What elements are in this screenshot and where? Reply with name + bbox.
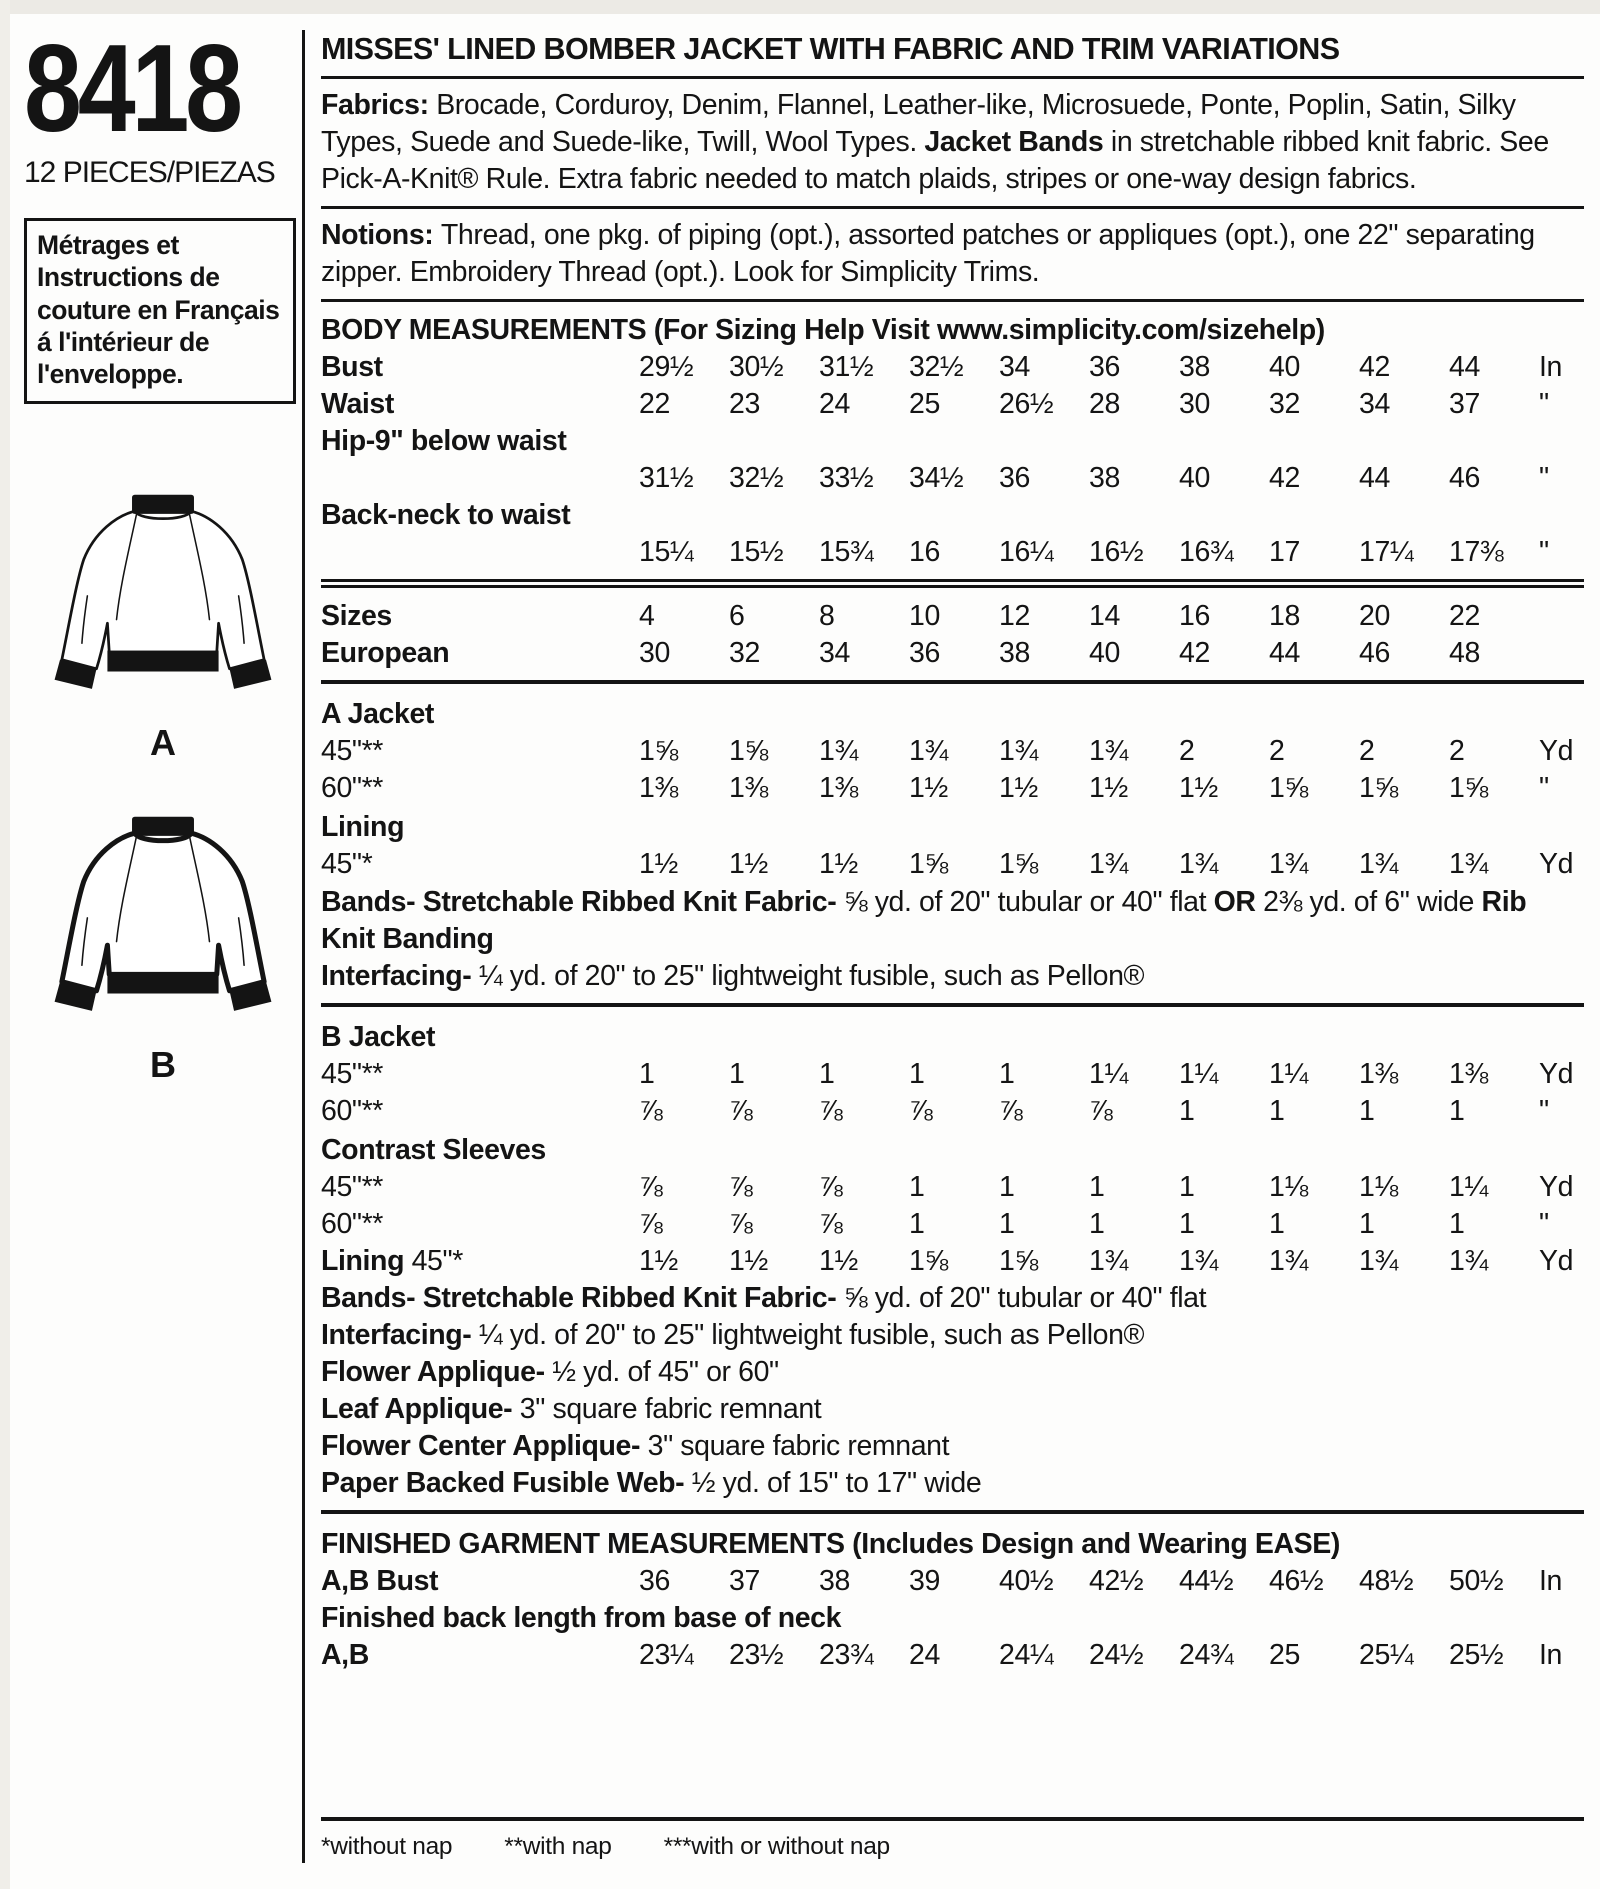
measurement-value: 1 <box>909 1170 925 1203</box>
measurement-value: 1 <box>1269 1094 1285 1127</box>
row-values <box>321 1056 1584 1093</box>
unit-label: " <box>1539 536 1549 569</box>
measurement-value: 40 <box>1179 462 1210 495</box>
yardage-row <box>321 1206 1584 1243</box>
measurement-value: 48½ <box>1359 1565 1414 1598</box>
measurement-value: 15½ <box>729 536 784 569</box>
row-values <box>321 770 1584 807</box>
measurement-value: 1⅝ <box>1449 772 1488 805</box>
measurement-value: 34 <box>999 350 1030 383</box>
measurement-value: 1¾ <box>1269 848 1308 881</box>
row-label: 60"** <box>321 1207 383 1240</box>
yardage-row <box>321 1243 1584 1280</box>
text-run: 3" square fabric remnant <box>519 1393 822 1426</box>
text-run: in stretchable ribbed knit fabric. See Pick-A-Knit® Rule. Extra fabric needed to match plaids, stripes or one-way design fabrics. <box>321 125 1549 195</box>
measurement-value: 2 <box>1179 735 1195 768</box>
measurement-row <box>321 1600 1584 1637</box>
footnote-without-nap: *without nap <box>321 1833 453 1861</box>
row-label: 45"** <box>321 1170 383 1203</box>
finished-measurements-heading: FINISHED GARMENT MEASUREMENTS (Includes Design and Wearing EASE) <box>321 1528 1340 1561</box>
measurement-value: 22 <box>639 387 670 420</box>
yardage-row <box>321 1093 1584 1130</box>
interfacing-note <box>321 1317 1584 1354</box>
measurement-row <box>321 497 1584 571</box>
measurement-value: 1 <box>1449 1094 1465 1127</box>
measurement-value: ⅞ <box>729 1170 753 1203</box>
jacket-a-lining-heading: Lining <box>321 811 405 844</box>
measurement-value: ⅞ <box>819 1094 843 1127</box>
unit-label: Yd <box>1539 1057 1574 1090</box>
measurement-value: 1¼ <box>1269 1057 1308 1090</box>
text-run: OR <box>1213 885 1256 918</box>
measurement-value: 15¾ <box>819 536 874 569</box>
notions-paragraph <box>321 217 1584 291</box>
measurement-value: 36 <box>999 462 1030 495</box>
measurement-value: 34 <box>819 637 850 670</box>
measurement-value: 1⅝ <box>999 1244 1038 1277</box>
french-note-box: Métrages et Instructions de couture en Français á l'intérieur de l'enveloppe. <box>24 218 296 404</box>
measurement-value: 24¼ <box>999 1639 1054 1672</box>
text-run: Flower Applique- <box>321 1356 553 1389</box>
measurement-value: 1 <box>1089 1170 1105 1203</box>
measurement-value: 1¾ <box>1449 1244 1488 1277</box>
rule <box>321 299 1584 302</box>
row-values <box>321 349 1584 386</box>
measurement-value: 22 <box>1449 600 1480 633</box>
measurement-value: ⅞ <box>729 1094 753 1127</box>
measurement-value: 26½ <box>999 387 1054 420</box>
measurement-value: 32½ <box>729 462 784 495</box>
measurement-value: ⅞ <box>639 1170 663 1203</box>
measurement-value: 31½ <box>639 462 694 495</box>
measurement-value: 1¾ <box>1179 848 1218 881</box>
sizes-row <box>321 635 1584 672</box>
text-run: Bands- Stretchable Ribbed Knit Fabric- <box>321 1282 844 1314</box>
measurement-value: 23½ <box>729 1639 784 1672</box>
row-label-bold-part: Lining <box>321 1244 405 1277</box>
measurement-value: 1 <box>999 1207 1015 1240</box>
text-run: Thread, one pkg. of piping (opt.), assorted patches or appliques (opt.), one 22" separating zipper. Embroidery Thread (opt.). Look for Simplicity Trims. <box>321 218 1535 288</box>
fusible-web-note <box>321 1465 1584 1502</box>
scan-edge-left <box>0 0 10 1889</box>
view-b-figure <box>24 812 302 1086</box>
measurement-value: 1¾ <box>1359 1244 1398 1277</box>
row-label: European <box>321 637 450 670</box>
row-values <box>321 1093 1584 1130</box>
text-run: Bands- Stretchable Ribbed Knit Fabric- <box>321 885 844 918</box>
measurement-value: 16 <box>1179 600 1210 633</box>
measurement-value: 1 <box>639 1057 655 1090</box>
jacket-b-heading: B Jacket <box>321 1020 436 1053</box>
rule <box>321 1003 1584 1007</box>
row-label: 45"** <box>321 1057 383 1090</box>
jacket-a-heading: A Jacket <box>321 698 434 731</box>
measurement-value: 1 <box>1269 1207 1285 1240</box>
measurement-value: 1⅝ <box>909 1244 948 1277</box>
measurement-value: 10 <box>909 600 940 633</box>
contrast-sleeves-heading: Contrast Sleeves <box>321 1133 546 1166</box>
text-run: Brocade, Corduroy, Denim, Flannel, Leather-like, Microsuede, Ponte, Poplin, Satin, Silky Types, Suede and Suede-like, Twill, Wool Types. <box>321 88 1516 158</box>
measurement-value: 25 <box>1269 1639 1300 1672</box>
measurement-value: 20 <box>1359 600 1390 633</box>
measurement-value: 1½ <box>729 848 768 881</box>
row-label: 60"** <box>321 772 383 805</box>
measurement-value: 2 <box>1449 735 1465 768</box>
measurement-value: 39 <box>909 1565 940 1598</box>
yardage-row <box>321 1169 1584 1206</box>
measurement-value: 1½ <box>1179 772 1218 805</box>
measurement-value: 1¾ <box>819 735 858 768</box>
measurement-value: 16¼ <box>999 536 1054 569</box>
row-label: 45"* <box>321 848 373 881</box>
measurement-value: ⅞ <box>639 1094 663 1127</box>
rule <box>321 1817 1584 1821</box>
measurement-value: 36 <box>639 1565 670 1598</box>
row-values <box>321 1169 1584 1206</box>
measurement-value: 32 <box>1269 387 1300 420</box>
measurement-value: 14 <box>1089 600 1120 633</box>
unit-label: In <box>1539 1639 1562 1672</box>
measurement-value: 40 <box>1269 350 1300 383</box>
text-run: ¼ yd. of 20" to 25" lightweight fusible, such as Pellon® <box>478 959 1145 992</box>
row-values <box>321 1637 1584 1674</box>
measurement-value: 1⅝ <box>1269 772 1308 805</box>
row-label: Back-neck to waist <box>321 499 571 532</box>
text-run: Rib Knit Banding <box>321 885 1527 955</box>
jacket-b-illustration <box>40 812 286 1042</box>
jacket-a-illustration <box>40 490 286 720</box>
measurement-value: 1 <box>1179 1207 1195 1240</box>
unit-label: Yd <box>1539 1170 1574 1203</box>
left-panel <box>24 20 302 1863</box>
row-values <box>321 1243 1584 1280</box>
measurement-value: 44½ <box>1179 1565 1234 1598</box>
measurement-value: 24 <box>819 387 850 420</box>
measurement-value: 42 <box>1179 637 1210 670</box>
measurement-value: 24½ <box>1089 1639 1144 1672</box>
yardage-row <box>321 846 1584 883</box>
measurement-value: 1¾ <box>1089 1244 1128 1277</box>
measurement-value: 1 <box>729 1057 745 1090</box>
measurement-value: 40 <box>1089 637 1120 670</box>
measurement-value: ⅞ <box>999 1094 1023 1127</box>
row-label: A,B <box>321 1639 369 1672</box>
unit-label: In <box>1539 1565 1562 1598</box>
measurement-value: 1¼ <box>1449 1170 1488 1203</box>
text-run: ⅝ yd. of 20" tubular or 40" flat <box>843 1282 1207 1314</box>
text-run: Interfacing- <box>321 959 479 992</box>
measurement-value: 36 <box>909 637 940 670</box>
measurement-value: ⅞ <box>909 1094 933 1127</box>
text-run: ¼ yd. of 20" to 25" lightweight fusible, such as Pellon® <box>478 1319 1145 1352</box>
measurement-value: 31½ <box>819 350 874 383</box>
text-run: Fabrics: <box>321 88 437 121</box>
measurement-value: 23¼ <box>639 1639 694 1672</box>
measurement-value: 1¾ <box>999 735 1038 768</box>
measurement-row <box>321 1563 1584 1600</box>
measurement-value: 18 <box>1269 600 1300 633</box>
measurement-value: 1¾ <box>1449 848 1488 881</box>
measurement-value: 1¾ <box>1179 1244 1218 1277</box>
measurement-value: 1⅜ <box>819 772 858 805</box>
measurement-value: 24¾ <box>1179 1639 1234 1672</box>
measurement-value: 1⅜ <box>729 772 768 805</box>
unit-label: In <box>1539 350 1562 383</box>
row-label: Hip-9" below waist <box>321 425 567 458</box>
measurement-value: 23 <box>729 387 760 420</box>
measurement-value: 44 <box>1449 350 1480 383</box>
row-values <box>321 1206 1584 1243</box>
measurement-value: 36 <box>1089 350 1120 383</box>
measurement-value: 34 <box>1359 387 1390 420</box>
unit-label: Yd <box>1539 1244 1574 1277</box>
measurement-value: 1½ <box>819 1244 858 1277</box>
measurement-value: 16 <box>909 536 940 569</box>
measurement-value: 38 <box>819 1565 850 1598</box>
measurement-value: 1⅝ <box>729 735 768 768</box>
measurement-value: 1⅝ <box>639 735 678 768</box>
row-label: 60"** <box>321 1094 383 1127</box>
unit-label: " <box>1539 1094 1549 1127</box>
measurement-value: 1 <box>1179 1170 1195 1203</box>
details-panel <box>305 30 1584 1863</box>
measurement-value: 12 <box>999 600 1030 633</box>
row-label: 45"** <box>321 735 383 768</box>
unit-label: Yd <box>1539 735 1574 768</box>
measurement-value: 30 <box>639 637 670 670</box>
measurement-value: 1⅝ <box>1359 772 1398 805</box>
text-run: 2⅜ yd. of 6" wide <box>1255 885 1482 918</box>
measurement-value: 24 <box>909 1639 940 1672</box>
page-title: MISSES' LINED BOMBER JACKET WITH FABRIC AND TRIM VARIATIONS <box>321 32 1340 66</box>
text-run: ½ yd. of 45" or 60" <box>552 1356 779 1389</box>
footnote-with-or-without-nap: ***with or without nap <box>663 1833 890 1861</box>
measurement-value: 15¼ <box>639 536 694 569</box>
measurement-value: 1 <box>909 1057 925 1090</box>
measurement-value: 42 <box>1359 350 1390 383</box>
row-values <box>321 460 1584 497</box>
measurement-value: 1⅜ <box>1359 1057 1398 1090</box>
text-run: Leaf Applique- <box>321 1393 520 1426</box>
view-b-label: B <box>150 1043 176 1085</box>
unit-label: Yd <box>1539 848 1574 881</box>
bands-note <box>321 884 1584 958</box>
pieces-count: 12 PIECES/PIEZAS <box>24 156 275 190</box>
row-values <box>321 534 1584 571</box>
row-values <box>321 386 1584 423</box>
footnotes-row <box>321 1831 1584 1863</box>
measurement-row <box>321 1637 1584 1674</box>
unit-label: " <box>1539 1207 1549 1240</box>
yardage-row <box>321 1056 1584 1093</box>
measurement-value: 6 <box>729 600 745 633</box>
measurement-value: 38 <box>1089 462 1120 495</box>
measurement-value: 1 <box>999 1170 1015 1203</box>
fabrics-paragraph <box>321 87 1584 198</box>
measurement-value: ⅞ <box>729 1207 753 1240</box>
scan-edge-top <box>0 0 1600 14</box>
measurement-value: 40½ <box>999 1565 1054 1598</box>
measurement-value: ⅞ <box>1089 1094 1113 1127</box>
measurement-value: 37 <box>729 1565 760 1598</box>
footnotes-section <box>321 1809 1584 1863</box>
measurement-value: 1 <box>1359 1094 1375 1127</box>
measurement-value: 32½ <box>909 350 964 383</box>
row-label: Finished back length from base of neck <box>321 1602 842 1635</box>
rule <box>321 1510 1584 1514</box>
measurement-value: 1½ <box>999 772 1038 805</box>
flower-center-applique-note <box>321 1428 1584 1465</box>
row-label: Bust <box>321 350 383 383</box>
measurement-value: 2 <box>1359 735 1375 768</box>
measurement-value: 17¼ <box>1359 536 1414 569</box>
row-label: Waist <box>321 387 394 420</box>
text-run: Jacket Bands <box>924 125 1104 158</box>
measurement-value: 30 <box>1179 387 1210 420</box>
measurement-value: 16¾ <box>1179 536 1234 569</box>
measurement-value: 1 <box>1359 1207 1375 1240</box>
measurement-row <box>321 423 1584 497</box>
measurement-value: 42½ <box>1089 1565 1144 1598</box>
text-run: ⅝ yd. of 20" tubular or 40" flat <box>843 885 1214 918</box>
measurement-value: 1¾ <box>1269 1244 1308 1277</box>
measurement-value: 1¾ <box>909 735 948 768</box>
yardage-row <box>321 733 1584 770</box>
measurement-value: 34½ <box>909 462 964 495</box>
measurement-value: 1 <box>1179 1094 1195 1127</box>
measurement-value: 1⅛ <box>1359 1170 1398 1203</box>
measurement-value: 1¾ <box>1089 735 1128 768</box>
interfacing-note <box>321 958 1584 995</box>
measurement-value: 37 <box>1449 387 1480 420</box>
measurement-row <box>321 386 1584 423</box>
text-run: 3" square fabric remnant <box>647 1430 950 1463</box>
row-values <box>321 733 1584 770</box>
row-label: Sizes <box>321 600 392 633</box>
leaf-applique-note <box>321 1391 1584 1428</box>
measurement-value: 1 <box>1089 1207 1105 1240</box>
text-run: ½ yd. of 15" to 17" wide <box>691 1467 982 1500</box>
unit-label: " <box>1539 462 1549 495</box>
measurement-value: 1⅜ <box>639 772 678 805</box>
measurement-value: 1½ <box>909 772 948 805</box>
measurement-value: 50½ <box>1449 1565 1504 1598</box>
rule <box>321 579 1584 588</box>
measurement-value: 46 <box>1359 637 1390 670</box>
measurement-value: 1½ <box>819 848 858 881</box>
measurement-value: 16½ <box>1089 536 1144 569</box>
measurement-value: 1 <box>819 1057 835 1090</box>
measurement-value: 1¼ <box>1179 1057 1218 1090</box>
measurement-value: 28 <box>1089 387 1120 420</box>
measurement-value: 46½ <box>1269 1565 1324 1598</box>
rule <box>321 206 1584 209</box>
text-run: Interfacing- <box>321 1319 479 1352</box>
flower-applique-note <box>321 1354 1584 1391</box>
measurement-value: 44 <box>1359 462 1390 495</box>
measurement-value: 1⅝ <box>909 848 948 881</box>
measurement-value: 1 <box>999 1057 1015 1090</box>
measurement-value: 1¾ <box>1089 848 1128 881</box>
measurement-value: 1 <box>1449 1207 1465 1240</box>
body-measurements-heading: BODY MEASUREMENTS (For Sizing Help Visit www.simplicity.com/sizehelp) <box>321 313 1325 346</box>
text-run: Flower Center Applique- <box>321 1430 648 1463</box>
rule <box>321 76 1584 79</box>
yardage-row <box>321 770 1584 807</box>
row-values <box>321 1563 1584 1600</box>
measurement-value: 1⅛ <box>1269 1170 1308 1203</box>
measurement-value: 48 <box>1449 637 1480 670</box>
measurement-value: 8 <box>819 600 835 633</box>
measurement-value: 1⅜ <box>1449 1057 1488 1090</box>
measurement-value: 1½ <box>1089 772 1128 805</box>
measurement-value: ⅞ <box>639 1207 663 1240</box>
measurement-value: 42 <box>1269 462 1300 495</box>
sizes-row <box>321 598 1584 635</box>
measurement-row <box>321 349 1584 386</box>
measurement-value: 44 <box>1269 637 1300 670</box>
measurement-value: 1 <box>909 1207 925 1240</box>
measurement-value: 1½ <box>639 1244 678 1277</box>
unit-label: " <box>1539 772 1549 805</box>
measurement-value: 38 <box>1179 350 1210 383</box>
measurement-value: 1¾ <box>1359 848 1398 881</box>
measurement-value: 1½ <box>639 848 678 881</box>
view-a-label: A <box>150 721 176 763</box>
rule <box>321 680 1584 684</box>
measurement-value: 1½ <box>729 1244 768 1277</box>
measurement-value: 23¾ <box>819 1639 874 1672</box>
pattern-number: 8418 <box>24 20 239 158</box>
text-run: Notions: <box>321 218 441 251</box>
measurement-value: 25 <box>909 387 940 420</box>
measurement-value: 4 <box>639 600 655 633</box>
measurement-value: 1¼ <box>1089 1057 1128 1090</box>
row-label: Lining 45"* <box>321 1244 463 1277</box>
measurement-value: 46 <box>1449 462 1480 495</box>
measurement-value: 33½ <box>819 462 874 495</box>
measurement-value: ⅞ <box>819 1207 843 1240</box>
row-values <box>321 846 1584 883</box>
measurement-value: 38 <box>999 637 1030 670</box>
view-a-figure <box>24 490 302 764</box>
measurement-value: 17⅜ <box>1449 536 1504 569</box>
measurement-value: ⅞ <box>819 1170 843 1203</box>
measurement-value: 2 <box>1269 735 1285 768</box>
bands-note <box>321 1280 1584 1317</box>
measurement-value: 25¼ <box>1359 1639 1414 1672</box>
measurement-value: 17 <box>1269 536 1300 569</box>
footnote-with-nap: **with nap <box>504 1833 612 1861</box>
row-values <box>321 635 1584 672</box>
measurement-value: 1⅝ <box>999 848 1038 881</box>
row-label: A,B Bust <box>321 1565 439 1598</box>
measurement-value: 30½ <box>729 350 784 383</box>
measurement-value: 32 <box>729 637 760 670</box>
row-values <box>321 598 1584 635</box>
measurement-value: 25½ <box>1449 1639 1504 1672</box>
text-run: Paper Backed Fusible Web- <box>321 1467 692 1500</box>
measurement-value: 29½ <box>639 350 694 383</box>
unit-label: " <box>1539 387 1549 420</box>
